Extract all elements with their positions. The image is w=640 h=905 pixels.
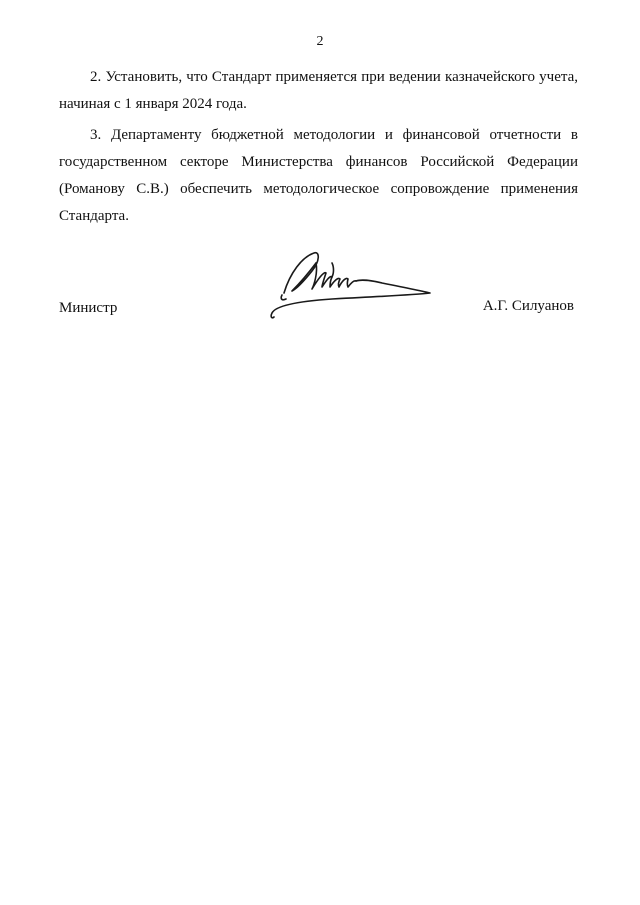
page-number: 2 bbox=[316, 34, 324, 49]
signature-block bbox=[59, 300, 578, 324]
paragraph-2: 2. Установить, что Стандарт применяется при ведении казначейского учета, начиная с 1 января 2024 года. bbox=[59, 69, 578, 112]
signer-name: А.Г. Силуанов bbox=[482, 298, 574, 314]
signer-position: Министр bbox=[59, 300, 118, 316]
document-body bbox=[59, 64, 578, 230]
paragraph-3: 3. Департаменту бюджетной методологии и финансовой отчетности в государственном секторе Министерства финансов Российской Федерации (Романову С.В.) обеспечить методологическое сопровождение применения Стандарта. bbox=[59, 127, 578, 224]
